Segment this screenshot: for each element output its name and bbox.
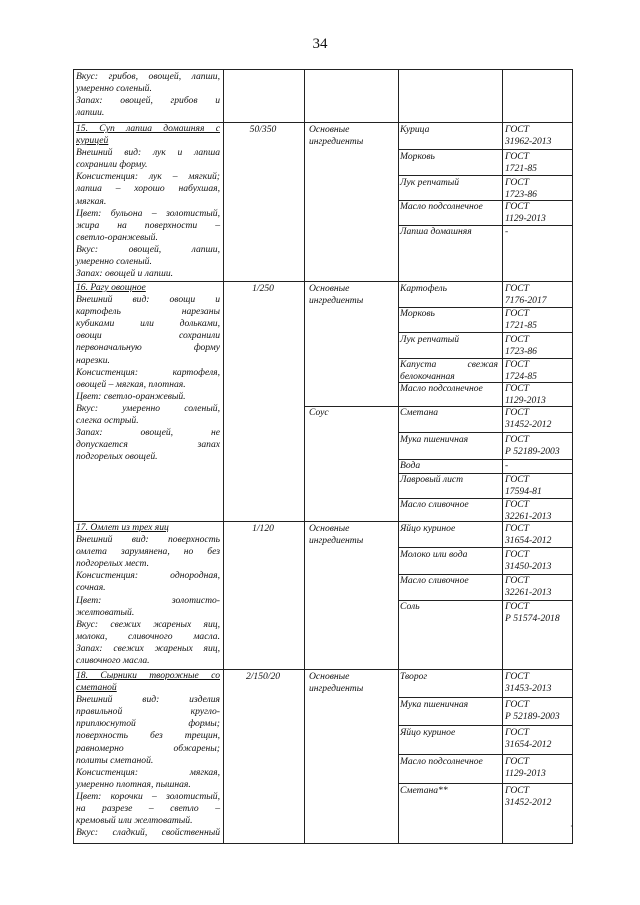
ingredient-group: Основные ингредиенты	[309, 283, 364, 307]
ingredient-name: Морковь	[400, 151, 435, 162]
ingredient-standard: ГОСТ 1129-2013	[505, 201, 546, 225]
row-line	[73, 843, 573, 844]
ingredient-standard: ГОСТ 1721-85	[505, 151, 537, 175]
ingredient-standard: ГОСТ 32261-2013	[505, 575, 552, 599]
item-title: сметаной	[76, 682, 117, 694]
ingredient-name: Яйцо куриное	[400, 523, 456, 534]
ingredient-name: Лавровый лист	[400, 474, 464, 485]
ingredient-name: Творог	[400, 671, 428, 682]
ingredient-group: Основные ингредиенты	[309, 523, 364, 547]
ingredient-group: Соус	[309, 407, 329, 418]
ingredient-standard: ГОСТ 31453-2013	[505, 671, 552, 695]
ingredient-standard: ГОСТ 1129-2013	[505, 756, 546, 780]
item-description: 16. Рагу овощное Внешний вид: овощи и картофель нарезаны кубиками или дольками, овощи сохранили первоначальную форму нарезки. Консистенция: картофеля, овощей – мягкая, плотная. Цвет: светло-оранжевый. Вкус: умеренно соленый, слегка острый. Запах: овощей, не допускается запах подгорелых овощей.	[76, 282, 220, 463]
item-description: 18. Сырники творожные со сметаной Внешний вид: изделия правильной кругло- приплюснутой формы; поверхность без трещин, равномерно обжарены; политы сметаной. Консистенция: мягкая, умеренно плотная, пышная. Цвет: корочки – золотистый, на разрезе – светло – кремовый или желтоватый. Вкус: сладкий, свойственный	[76, 670, 220, 839]
ingredient-name: Лук репчатый	[400, 334, 460, 345]
row-line	[73, 69, 573, 70]
ingredient-group: Основные ингредиенты	[309, 124, 364, 148]
ingredient-standard: ГОСТ 1723-86	[505, 177, 537, 201]
item-description: 15. Суп лапша домашняя с курицей Внешний вид: лук и лапша сохранили форму. Консистенция: лук – мягкий; лапша – хорошо набухшая, мягкая. Цвет: бульона – золотистый, жира на поверхности – светло-оранжевый. Вкус: овощей, лапши, умеренно соленый. Запах: овощей и лапши.	[76, 123, 220, 280]
ingredient-name: Капуста свежая белокочанная	[400, 359, 498, 383]
col-line	[502, 69, 503, 843]
ingredient-standard: ГОСТ Р 52189-2003	[505, 699, 560, 723]
ingredient-name: Лапша домашняя	[400, 226, 472, 237]
item-yield: 50/350	[249, 124, 277, 135]
item-title: 17. Омлет из трех яиц	[76, 522, 169, 533]
ingredient-name: Лук репчатый	[400, 177, 460, 188]
row-line	[398, 432, 573, 433]
ingredient-name: Яйцо куриное	[400, 727, 456, 738]
ingredient-name: Сметана**	[400, 785, 448, 796]
item-title: 16. Рагу овощное	[76, 282, 146, 293]
item-title: курицей	[76, 135, 109, 147]
ingredient-standard: ГОСТ Р 51574-2018	[505, 601, 560, 625]
ingredient-name: Масло подсолнечное	[400, 756, 483, 767]
item-yield: 2/150/20	[245, 671, 281, 682]
scan-speck: ·	[570, 822, 573, 831]
ingredient-name: Масло подсолнечное	[400, 201, 483, 212]
recipe-table	[73, 69, 573, 843]
item-yield: 1/120	[252, 523, 274, 534]
row-line	[398, 754, 573, 755]
ingredient-name: Вода	[400, 460, 421, 471]
ingredient-standard: ГОСТ 1721-85	[505, 308, 537, 332]
ingredient-name: Соль	[400, 601, 420, 612]
ingredient-standard: -	[505, 460, 509, 471]
ingredient-name: Сметана	[400, 407, 439, 418]
continuation-description: Вкус: грибов, овощей, лапши, умеренно соленый. Запах: овощей, грибов и лапши.	[76, 71, 220, 119]
ingredient-standard: ГОСТ 31450-2013	[505, 549, 552, 573]
page-number: 34	[312, 36, 328, 52]
col-line	[304, 69, 305, 843]
ingredient-standard: ГОСТ 31654-2012	[505, 523, 552, 547]
ingredient-standard: ГОСТ 32261-2013	[505, 499, 552, 523]
item-title: 18. Сырники творожные со	[76, 670, 220, 681]
item-description: 17. Омлет из трех яиц Внешний вид: поверхность омлета зарумянена, но без подгорелых мест. Консистенция: однородная, сочная. Цвет: золотисто- желтоватый. Вкус: свежих жареных яиц, молока, сливочного масла. Запах: свежих жареных яиц, сливочного масла.	[76, 522, 220, 667]
ingredient-standard: ГОСТ 7176-2017	[505, 283, 547, 307]
ingredient-standard: ГОСТ 31452-2012	[505, 407, 552, 431]
ingredient-standard: ГОСТ 31452-2012	[505, 785, 552, 809]
col-line	[572, 69, 573, 843]
ingredient-name: Морковь	[400, 308, 435, 319]
item-title: 15. Суп лапша домашняя с	[76, 123, 220, 134]
ingredient-name: Курица	[400, 124, 430, 135]
ingredient-name: Масло сливочное	[400, 575, 469, 586]
item-yield: 1/250	[252, 283, 274, 294]
ingredient-name: Мука пшеничная	[400, 434, 469, 445]
ingredient-standard: ГОСТ Р 52189-2003	[505, 434, 560, 458]
ingredient-standard: -	[505, 226, 509, 237]
row-line	[398, 725, 573, 726]
ingredient-name: Масло подсолнечное	[400, 383, 483, 394]
ingredient-name: Масло сливочное	[400, 499, 469, 510]
row-line	[398, 783, 573, 784]
ingredient-name: Мука пшеничная	[400, 699, 469, 710]
ingredient-standard: ГОСТ 31654-2012	[505, 727, 552, 751]
ingredient-standard: ГОСТ 1724-85	[505, 359, 537, 383]
ingredient-standard: ГОСТ 1129-2013	[505, 383, 546, 407]
ingredient-name: Картофель	[400, 283, 447, 294]
ingredient-standard: ГОСТ 31962-2013	[505, 124, 552, 148]
col-line	[223, 69, 224, 843]
ingredient-group: Основные ингредиенты	[309, 671, 364, 695]
row-line	[398, 697, 573, 698]
row-line	[398, 149, 573, 150]
ingredient-standard: ГОСТ 17594-81	[505, 474, 542, 498]
col-line	[73, 69, 74, 843]
ingredient-standard: ГОСТ 1723-86	[505, 334, 537, 358]
col-line	[398, 69, 399, 843]
ingredient-name: Молоко или вода	[400, 549, 468, 560]
